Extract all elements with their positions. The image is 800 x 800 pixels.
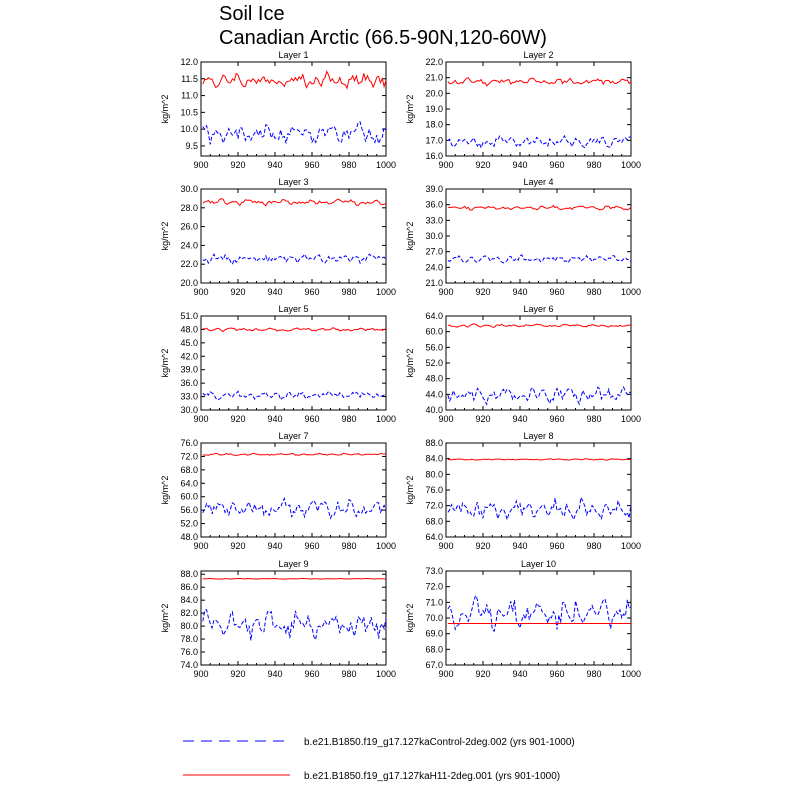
x-tick-label: 940 xyxy=(267,669,283,679)
x-tick-label: 1000 xyxy=(620,414,642,424)
y-tick-label: 21.0 xyxy=(425,72,443,83)
y-tick-label: 17.0 xyxy=(425,135,443,146)
x-tick-label: 960 xyxy=(304,669,320,679)
y-tick-label: 12.0 xyxy=(180,57,198,67)
plot-frame xyxy=(446,571,631,665)
y-tick-label: 67.0 xyxy=(425,660,443,670)
y-axis-label: kg/m^2 xyxy=(405,94,415,124)
panel-title: Layer 6 xyxy=(523,304,554,314)
panel-title: Layer 10 xyxy=(520,559,557,569)
y-axis-label: kg/m^2 xyxy=(405,603,415,633)
x-tick-label: 980 xyxy=(586,414,602,424)
plot-frame xyxy=(201,443,386,537)
y-tick-label: 84.0 xyxy=(180,595,198,606)
legend-label-control: b.e21.B1850.f19_g17.127kaControl-2deg.002 (yrs 901-1000) xyxy=(304,737,575,748)
series-line-control xyxy=(448,387,631,404)
plot-frame xyxy=(201,62,386,156)
y-tick-label: 27.0 xyxy=(425,246,443,257)
y-tick-label: 56.0 xyxy=(425,342,443,353)
y-tick-label: 39.0 xyxy=(425,184,443,194)
series-line-control xyxy=(203,610,386,641)
y-tick-label: 48.0 xyxy=(425,373,443,384)
y-tick-label: 86.0 xyxy=(180,582,198,593)
y-tick-label: 30.0 xyxy=(180,184,198,194)
y-tick-label: 30.0 xyxy=(180,405,198,415)
x-tick-label: 980 xyxy=(341,287,357,297)
y-tick-label: 19.0 xyxy=(425,104,443,114)
y-tick-label: 20.0 xyxy=(180,278,198,288)
y-axis-label: kg/m^2 xyxy=(405,221,415,251)
y-tick-label: 73.0 xyxy=(425,566,443,576)
y-tick-label: 40.0 xyxy=(425,405,443,415)
y-tick-label: 26.0 xyxy=(180,221,198,232)
y-tick-label: 60.0 xyxy=(425,326,443,337)
x-tick-label: 960 xyxy=(549,669,565,679)
y-axis-label: kg/m^2 xyxy=(160,475,170,505)
x-tick-label: 960 xyxy=(549,160,565,170)
panel-layer-8 xyxy=(405,431,641,551)
panel-layer-5 xyxy=(160,304,396,424)
panel-title: Layer 7 xyxy=(278,431,309,441)
x-tick-label: 980 xyxy=(586,541,602,551)
y-tick-label: 39.0 xyxy=(180,364,198,375)
x-tick-label: 900 xyxy=(193,541,209,551)
y-tick-label: 70.0 xyxy=(425,613,443,623)
panel-layer-9 xyxy=(160,559,396,679)
panel-layer-7 xyxy=(160,431,396,551)
x-tick-label: 1000 xyxy=(375,160,397,170)
x-tick-label: 900 xyxy=(193,160,209,170)
panel-title: Layer 9 xyxy=(278,559,309,569)
x-tick-label: 980 xyxy=(341,669,357,679)
x-tick-label: 940 xyxy=(267,414,283,424)
figure-subtitle: Canadian Arctic (66.5-90N,120-60W) xyxy=(219,27,547,49)
y-tick-label: 72.0 xyxy=(425,500,443,511)
y-tick-label: 10.5 xyxy=(180,107,198,118)
y-tick-label: 80.0 xyxy=(425,469,443,480)
x-tick-label: 1000 xyxy=(375,287,397,297)
y-tick-label: 88.0 xyxy=(425,438,443,448)
y-tick-label: 36.0 xyxy=(180,378,198,389)
y-axis-label: kg/m^2 xyxy=(405,348,415,378)
x-tick-label: 940 xyxy=(512,160,528,170)
x-tick-label: 980 xyxy=(341,160,357,170)
x-tick-label: 940 xyxy=(512,669,528,679)
y-tick-label: 64.0 xyxy=(180,478,198,489)
y-tick-label: 68.0 xyxy=(180,464,198,475)
y-tick-label: 80.0 xyxy=(180,621,198,632)
y-tick-label: 72.0 xyxy=(425,581,443,592)
y-tick-label: 64.0 xyxy=(425,532,443,542)
y-tick-label: 44.0 xyxy=(425,389,443,400)
series-line-control xyxy=(203,499,386,519)
y-tick-label: 22.0 xyxy=(425,57,443,67)
y-tick-label: 30.0 xyxy=(425,231,443,241)
y-axis-label: kg/m^2 xyxy=(160,94,170,124)
y-tick-label: 33.0 xyxy=(425,215,443,226)
x-tick-label: 920 xyxy=(230,160,246,170)
x-tick-label: 960 xyxy=(549,287,565,297)
y-tick-label: 71.0 xyxy=(425,597,443,608)
y-tick-label: 52.0 xyxy=(180,518,198,529)
panel-title: Layer 5 xyxy=(278,304,309,314)
x-tick-label: 940 xyxy=(512,287,528,297)
legend-label-h11: b.e21.B1850.f19_g17.127kaH11-2deg.001 (yrs 901-1000) xyxy=(304,771,561,782)
series-line-h11 xyxy=(203,328,386,332)
x-tick-label: 920 xyxy=(475,669,491,679)
panel-layer-3 xyxy=(160,177,396,297)
y-tick-label: 22.0 xyxy=(180,259,198,270)
y-tick-label: 76.0 xyxy=(180,647,198,658)
y-tick-label: 21.0 xyxy=(425,278,443,288)
y-tick-label: 74.0 xyxy=(180,660,198,670)
panel-title: Layer 2 xyxy=(523,50,554,60)
x-tick-label: 960 xyxy=(549,541,565,551)
y-tick-label: 88.0 xyxy=(180,569,198,580)
plot-frame xyxy=(201,316,386,410)
x-tick-label: 1000 xyxy=(375,669,397,679)
x-tick-label: 1000 xyxy=(620,541,642,551)
plot-frame xyxy=(446,62,631,156)
x-tick-label: 920 xyxy=(230,669,246,679)
y-tick-label: 11.0 xyxy=(181,90,198,101)
x-tick-label: 980 xyxy=(586,287,602,297)
y-tick-label: 36.0 xyxy=(425,199,443,210)
y-tick-label: 72.0 xyxy=(180,451,198,462)
x-tick-label: 960 xyxy=(304,287,320,297)
x-tick-label: 1000 xyxy=(620,287,642,297)
y-tick-label: 84.0 xyxy=(425,453,443,464)
y-tick-label: 24.0 xyxy=(180,240,198,251)
y-tick-label: 48.0 xyxy=(180,532,198,542)
panel-title: Layer 3 xyxy=(278,177,309,187)
y-tick-label: 56.0 xyxy=(180,505,198,516)
y-tick-label: 68.0 xyxy=(425,644,443,655)
legend xyxy=(183,737,575,782)
series-line-control xyxy=(203,254,386,264)
y-tick-label: 78.0 xyxy=(180,634,198,645)
y-tick-label: 24.0 xyxy=(425,262,443,273)
series-line-h11 xyxy=(203,453,386,455)
x-tick-label: 980 xyxy=(586,160,602,170)
x-tick-label: 980 xyxy=(341,414,357,424)
y-tick-label: 82.0 xyxy=(180,608,198,619)
y-tick-label: 9.5 xyxy=(185,140,198,151)
y-tick-label: 18.0 xyxy=(425,119,443,130)
y-tick-label: 52.0 xyxy=(425,358,443,368)
y-tick-label: 45.0 xyxy=(180,337,198,348)
y-tick-label: 48.0 xyxy=(180,324,198,335)
x-tick-label: 900 xyxy=(193,287,209,297)
x-tick-label: 920 xyxy=(230,414,246,424)
series-line-h11 xyxy=(203,72,386,89)
panel-layer-10 xyxy=(405,559,641,679)
series-line-control xyxy=(203,122,386,144)
y-axis-label: kg/m^2 xyxy=(160,348,170,378)
x-tick-label: 900 xyxy=(193,669,209,679)
series-line-h11 xyxy=(448,324,631,328)
x-tick-label: 960 xyxy=(549,414,565,424)
figure-title: Soil Ice xyxy=(219,3,285,25)
x-tick-label: 1000 xyxy=(375,541,397,551)
y-tick-label: 10.0 xyxy=(180,124,198,135)
y-tick-label: 11.5 xyxy=(181,73,198,84)
y-tick-label: 20.0 xyxy=(425,88,443,99)
x-tick-label: 940 xyxy=(512,541,528,551)
x-tick-label: 920 xyxy=(475,414,491,424)
x-tick-label: 920 xyxy=(230,287,246,297)
y-tick-label: 76.0 xyxy=(180,438,198,448)
series-line-control xyxy=(448,136,631,148)
x-tick-label: 980 xyxy=(341,541,357,551)
series-line-control xyxy=(203,391,386,400)
series-line-control xyxy=(448,596,631,632)
series-line-h11 xyxy=(203,578,386,579)
series-line-h11 xyxy=(448,459,631,460)
y-tick-label: 28.0 xyxy=(180,202,198,213)
x-tick-label: 900 xyxy=(438,669,454,679)
series-line-control xyxy=(448,255,631,263)
x-tick-label: 980 xyxy=(586,669,602,679)
series-line-h11 xyxy=(448,78,631,86)
y-axis-label: kg/m^2 xyxy=(160,603,170,633)
x-tick-label: 940 xyxy=(267,160,283,170)
y-tick-label: 33.0 xyxy=(180,391,198,402)
series-line-control xyxy=(448,498,631,520)
x-tick-label: 900 xyxy=(438,287,454,297)
plot-frame xyxy=(201,571,386,665)
x-tick-label: 960 xyxy=(304,160,320,170)
series-line-h11 xyxy=(203,199,386,206)
panel-layer-4 xyxy=(405,177,641,297)
panel-layer-2 xyxy=(405,50,641,170)
x-tick-label: 900 xyxy=(193,414,209,424)
y-axis-label: kg/m^2 xyxy=(160,221,170,251)
x-tick-label: 940 xyxy=(267,287,283,297)
x-tick-label: 1000 xyxy=(620,160,642,170)
x-tick-label: 1000 xyxy=(375,414,397,424)
x-tick-label: 920 xyxy=(230,541,246,551)
y-tick-label: 68.0 xyxy=(425,516,443,527)
series-line-h11 xyxy=(448,206,631,211)
y-tick-label: 51.0 xyxy=(180,311,198,321)
x-tick-label: 960 xyxy=(304,414,320,424)
x-tick-label: 900 xyxy=(438,414,454,424)
x-tick-label: 940 xyxy=(512,414,528,424)
panel-layer-1 xyxy=(160,50,396,170)
y-tick-label: 16.0 xyxy=(425,151,443,161)
x-tick-label: 940 xyxy=(267,541,283,551)
x-tick-label: 900 xyxy=(438,160,454,170)
y-tick-label: 64.0 xyxy=(425,311,443,321)
x-tick-label: 900 xyxy=(438,541,454,551)
panel-layer-6 xyxy=(405,304,641,424)
panel-title: Layer 1 xyxy=(278,50,309,60)
y-axis-label: kg/m^2 xyxy=(405,475,415,505)
x-tick-label: 920 xyxy=(475,541,491,551)
panel-title: Layer 8 xyxy=(523,431,554,441)
y-tick-label: 42.0 xyxy=(180,351,198,362)
y-tick-label: 69.0 xyxy=(425,628,443,639)
panel-title: Layer 4 xyxy=(523,177,554,187)
plot-frame xyxy=(446,189,631,283)
panels xyxy=(160,50,641,679)
x-tick-label: 960 xyxy=(304,541,320,551)
x-tick-label: 920 xyxy=(475,287,491,297)
y-tick-label: 76.0 xyxy=(425,485,443,495)
x-tick-label: 920 xyxy=(475,160,491,170)
x-tick-label: 1000 xyxy=(620,669,642,679)
plot-frame xyxy=(446,443,631,537)
y-tick-label: 60.0 xyxy=(180,491,198,502)
